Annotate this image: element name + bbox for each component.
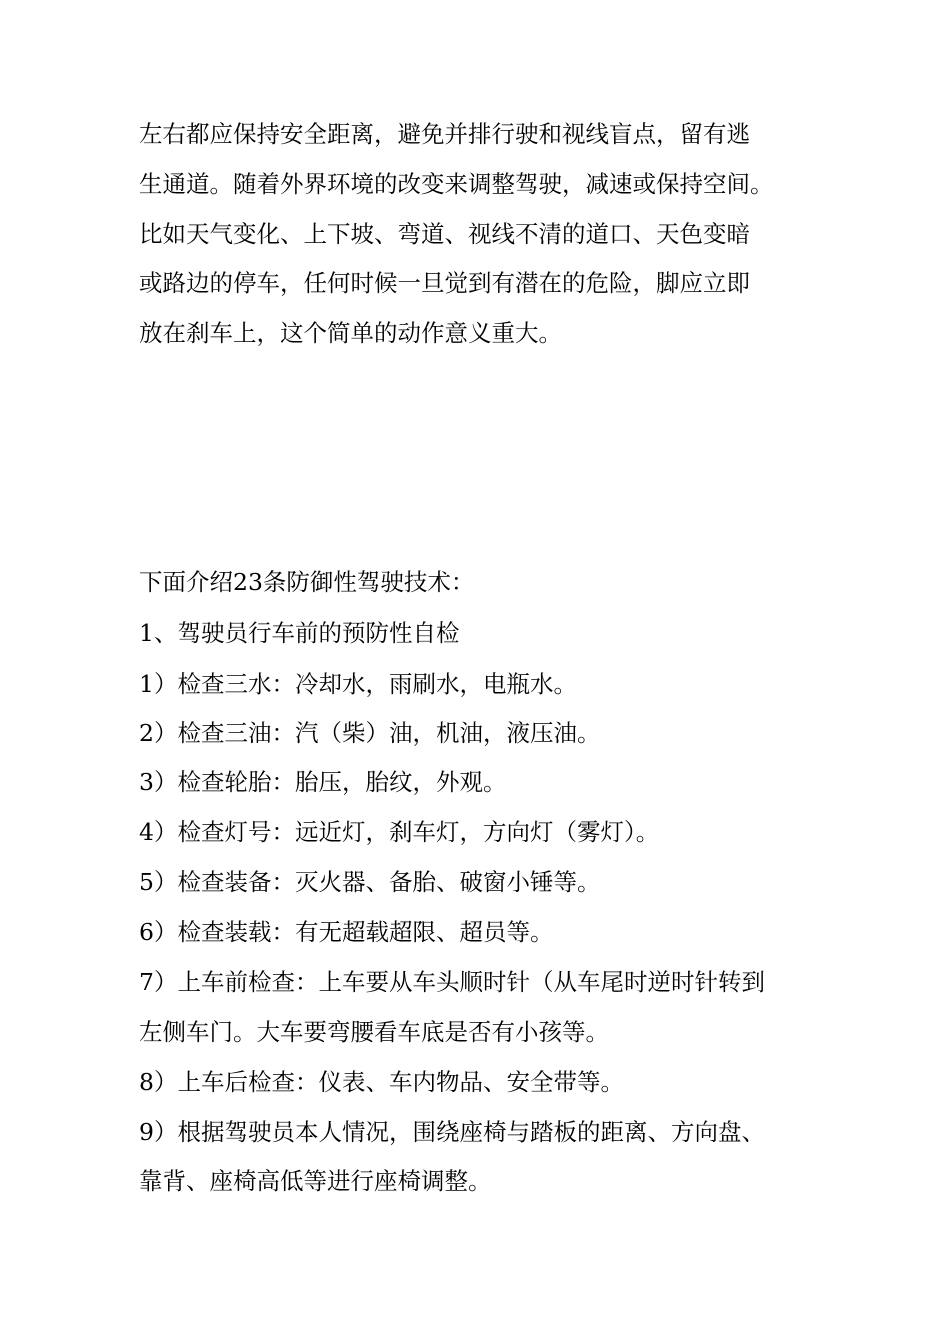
list-item: 靠背、座椅高低等进行座椅调整。 <box>139 1167 492 1195</box>
paragraph-line: 放在刹车上，这个简单的动作意义重大。 <box>139 319 562 347</box>
list-item: 1）检查三水：冷却水，雨刷水，电瓶水。 <box>139 670 577 698</box>
paragraph-line: 生通道。随着外界环境的改变来调整驾驶，减速或保持空间。 <box>139 170 774 198</box>
intro-text: 下面介绍23条防御性驾驶技术： <box>139 568 475 596</box>
list-item: 8）上车后检查：仪表、车内物品、安全带等。 <box>139 1068 624 1096</box>
section-heading: 1、驾驶员行车前的预防性自检 <box>139 619 460 647</box>
list-item: 3）检查轮胎：胎压，胎纹，外观。 <box>139 768 507 796</box>
paragraph-line: 或路边的停车，任何时候一旦觉到有潜在的危险，脚应立即 <box>139 269 750 297</box>
list-item: 2）检查三油：汽（柴）油，机油，液压油。 <box>139 719 601 747</box>
list-item: 5）检查装备：灭火器、备胎、破窗小锤等。 <box>139 868 601 896</box>
list-item: 左侧车门。大车要弯腰看车底是否有小孩等。 <box>139 1018 609 1046</box>
paragraph-line: 比如天气变化、上下坡、弯道、视线不清的道口、天色变暗 <box>139 220 750 248</box>
list-item: 7）上车前检查：上车要从车头顺时针（从车尾时逆时针转到 <box>139 968 765 996</box>
list-item: 6）检查装载：有无超载超限、超员等。 <box>139 918 554 946</box>
list-item: 9）根据驾驶员本人情况，围绕座椅与踏板的距离、方向盘、 <box>139 1118 765 1146</box>
paragraph-line: 左右都应保持安全距离，避免并排行驶和视线盲点，留有逃 <box>139 120 750 148</box>
list-item: 4）检查灯号：远近灯，刹车灯，方向灯（雾灯）。 <box>139 818 660 846</box>
